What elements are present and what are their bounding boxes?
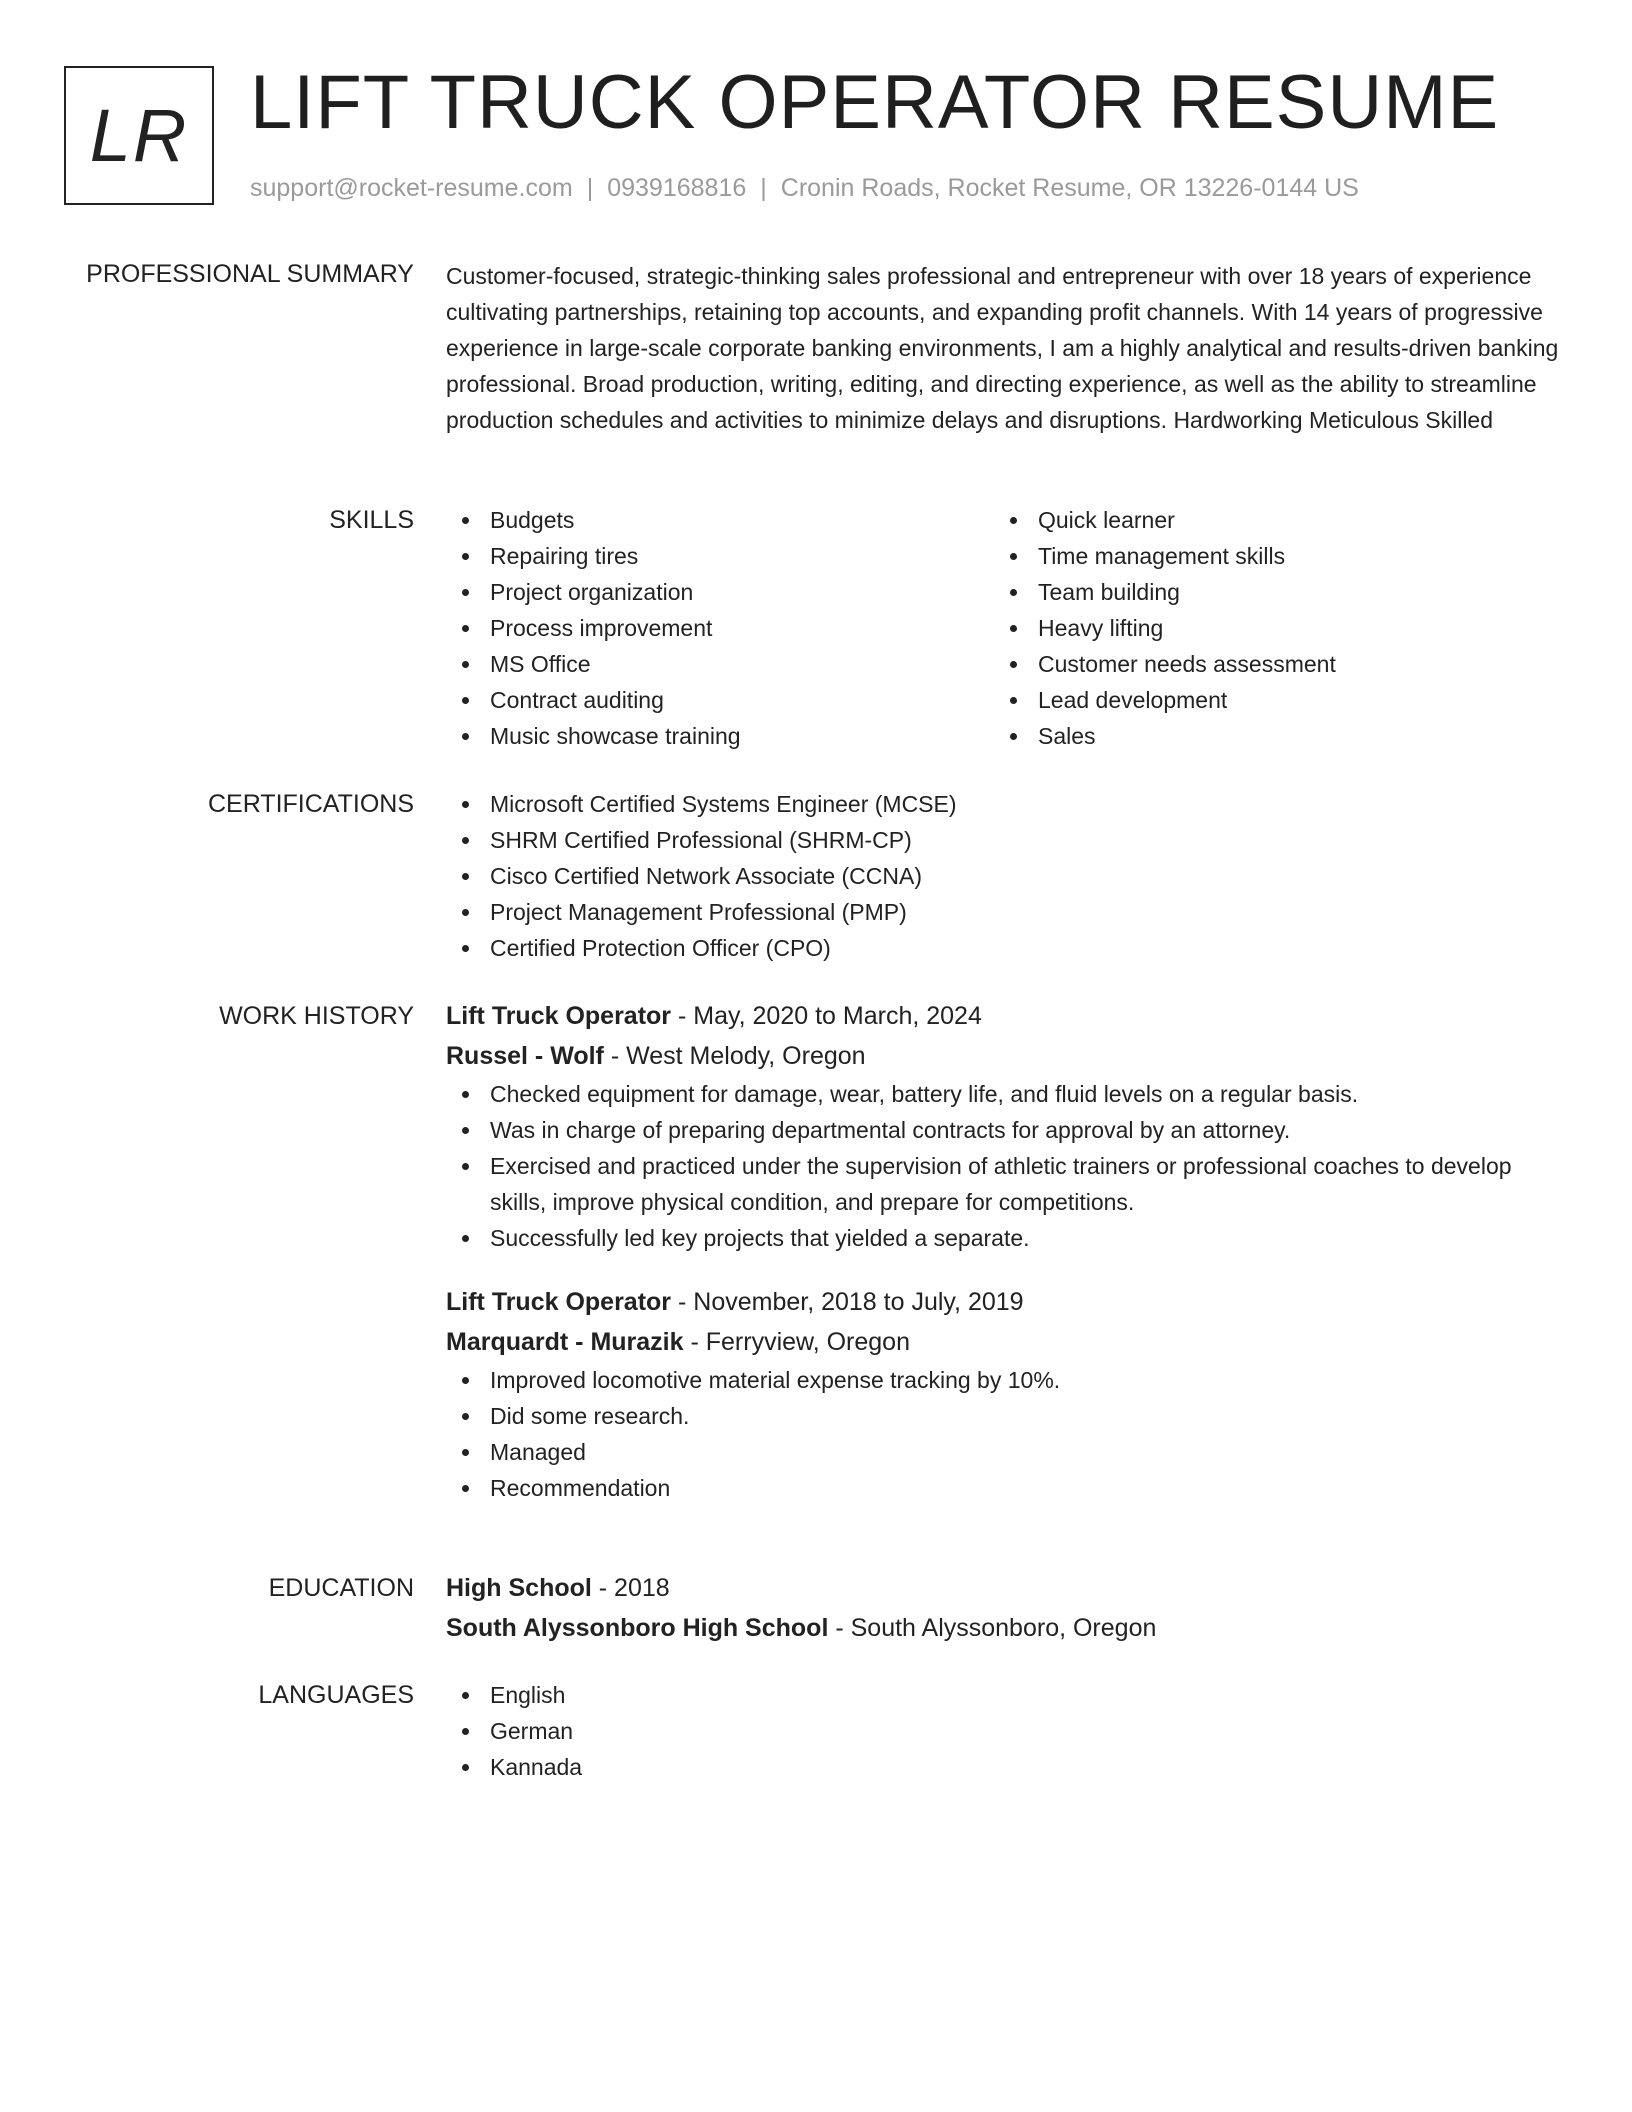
certifications-list xyxy=(446,786,1566,966)
certification-item: Microsoft Certified Systems Engineer (MCSE) xyxy=(446,786,1566,822)
certification-item: Project Management Professional (PMP) xyxy=(446,894,1566,930)
skill-item: Lead development xyxy=(994,682,1542,718)
skill-item: Music showcase training xyxy=(446,718,994,754)
summary-text: Customer-focused, strategic-thinking sales professional and entrepreneur with over 18 years of experience cultivating partnerships, retaining top accounts, and expanding profit channels. With 14 years of progressive experience in large-scale corporate banking environments, I am a highly analytical and results-driven banking professional. Broad production, writing, editing, and directing experience, as well as the ability to streamline production schedules and activities to minimize delays and disruptions. Hardworking Meticulous Skilled xyxy=(446,263,1559,433)
job-bullet: Successfully led key projects that yielded a separate. xyxy=(446,1220,1566,1256)
skill-item: Contract auditing xyxy=(446,682,994,718)
job-title: Lift Truck Operator xyxy=(446,1002,672,1030)
job-company-line xyxy=(446,1036,1566,1076)
job-dates: - November, 2018 to July, 2019 xyxy=(671,1288,1024,1316)
monogram: LR xyxy=(64,66,214,205)
work-heading: WORK HISTORY xyxy=(219,1002,414,1030)
job-bullet: Managed xyxy=(446,1434,1566,1470)
certifications-heading: CERTIFICATIONS xyxy=(207,790,414,818)
skill-item: Project organization xyxy=(446,574,994,610)
skill-item: MS Office xyxy=(446,646,994,682)
skills-heading: SKILLS xyxy=(329,506,414,534)
job-bullets xyxy=(446,1076,1566,1256)
contact-line xyxy=(250,174,1359,203)
job-bullet: Was in charge of preparing departmental contracts for approval by an attorney. xyxy=(446,1112,1566,1148)
languages-heading: LANGUAGES xyxy=(258,1681,414,1709)
job-location: - Ferryview, Oregon xyxy=(683,1328,910,1356)
language-item: Kannada xyxy=(446,1749,1566,1785)
skill-item: Budgets xyxy=(446,502,994,538)
skill-item: Repairing tires xyxy=(446,538,994,574)
job-bullet: Did some research. xyxy=(446,1398,1566,1434)
job-title: Lift Truck Operator xyxy=(446,1288,672,1316)
certification-item: Certified Protection Officer (CPO) xyxy=(446,930,1566,966)
education-year: - 2018 xyxy=(591,1574,670,1602)
skill-item: Customer needs assessment xyxy=(994,646,1542,682)
skill-item: Process improvement xyxy=(446,610,994,646)
job-location: - West Melody, Oregon xyxy=(603,1042,866,1070)
summary-heading: PROFESSIONAL SUMMARY xyxy=(86,260,414,288)
languages-list xyxy=(446,1677,1566,1785)
education-school-line xyxy=(446,1608,1566,1648)
job-bullet: Checked equipment for damage, wear, battery life, and fluid levels on a regular basis. xyxy=(446,1076,1566,1112)
job-dates: - May, 2020 to March, 2024 xyxy=(671,1002,982,1030)
language-item: English xyxy=(446,1677,1566,1713)
skill-item: Quick learner xyxy=(994,502,1542,538)
skill-item: Time management skills xyxy=(994,538,1542,574)
skills-grid xyxy=(446,502,1566,754)
skills-list-left xyxy=(446,502,994,754)
job-bullet: Recommendation xyxy=(446,1470,1566,1506)
job-entry xyxy=(446,996,1566,1256)
contact-separator: | xyxy=(586,174,594,202)
job-bullet: Improved locomotive material expense tracking by 10%. xyxy=(446,1362,1566,1398)
work-body xyxy=(446,996,1566,1506)
certifications-body xyxy=(446,786,1566,966)
job-entry xyxy=(446,1282,1566,1506)
job-company: Marquardt - Murazik xyxy=(446,1328,684,1356)
skill-item: Sales xyxy=(994,718,1542,754)
page-title: LIFT TRUCK OPERATOR RESUME xyxy=(250,60,1500,145)
skills-list-right xyxy=(994,502,1542,754)
contact-address: Cronin Roads, Rocket Resume, OR 13226-0144 US xyxy=(780,174,1359,202)
contact-separator: | xyxy=(760,174,767,202)
job-title-line xyxy=(446,1282,1566,1322)
education-degree: High School xyxy=(446,1574,592,1602)
languages-body xyxy=(446,1677,1566,1785)
education-degree-line xyxy=(446,1568,1566,1608)
education-heading: EDUCATION xyxy=(268,1574,414,1602)
skill-item: Team building xyxy=(994,574,1542,610)
job-company: Russel - Wolf xyxy=(446,1042,604,1070)
contact-phone: 0939168816 xyxy=(607,174,747,202)
job-bullets xyxy=(446,1362,1566,1506)
job-company-line xyxy=(446,1322,1566,1362)
education-school: South Alyssonboro High School xyxy=(446,1614,829,1642)
education-location: - South Alyssonboro, Oregon xyxy=(828,1614,1157,1642)
job-title-line xyxy=(446,996,1566,1036)
education-body xyxy=(446,1568,1566,1648)
contact-email: support@rocket-resume.com xyxy=(250,174,573,202)
language-item: German xyxy=(446,1713,1566,1749)
certification-item: SHRM Certified Professional (SHRM-CP) xyxy=(446,822,1566,858)
certification-item: Cisco Certified Network Associate (CCNA) xyxy=(446,858,1566,894)
skill-item: Heavy lifting xyxy=(994,610,1542,646)
job-bullet: Exercised and practiced under the supervision of athletic trainers or professional coaches to develop skills, improve physical condition, and prepare for competitions. xyxy=(446,1148,1566,1220)
